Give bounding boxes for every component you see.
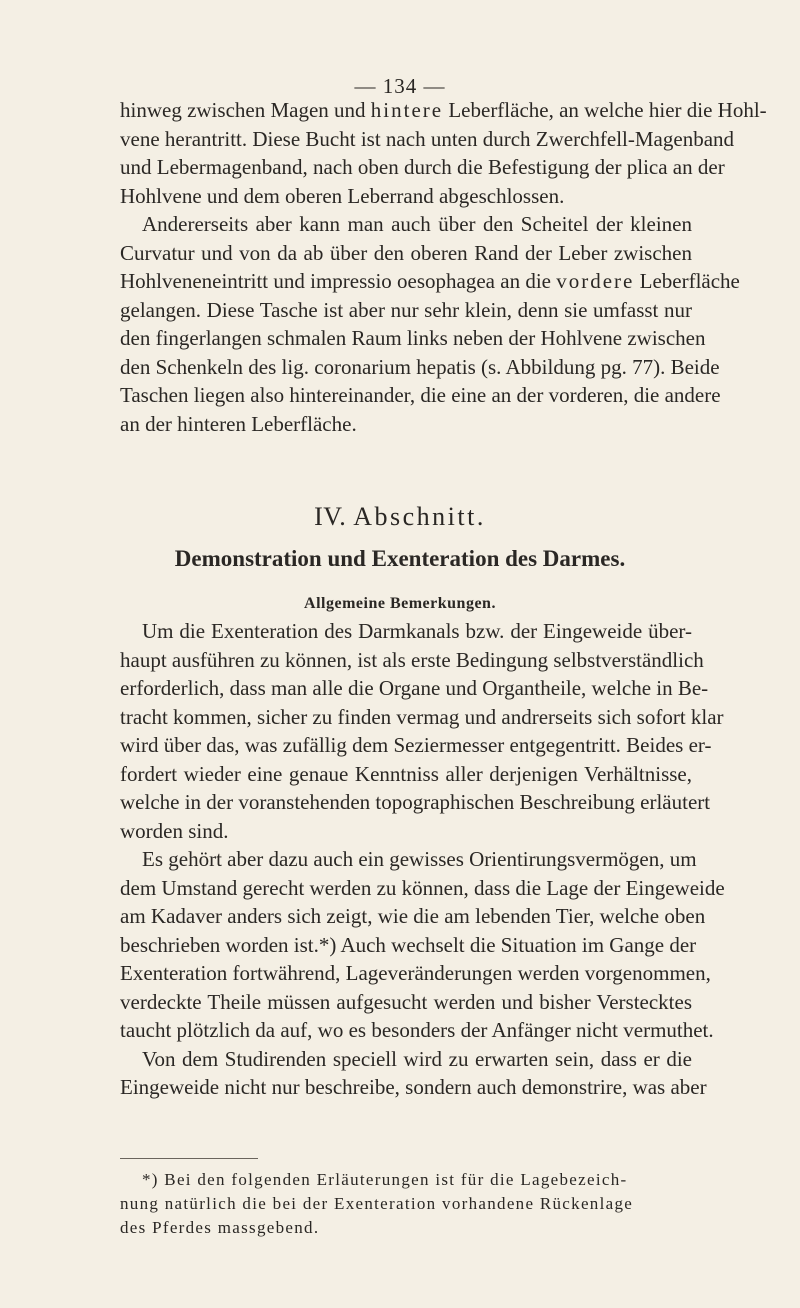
text-line: Eingeweide nicht nur beschreibe, sondern auch demonstrire, was aber xyxy=(120,1075,707,1099)
text-line: hinweg zwischen Magen und hintere Leberfläche, an welche hier die Hohl- xyxy=(120,98,767,122)
section-subtitle: Demonstration und Exenteration des Darmes. xyxy=(174,546,626,571)
emphasis-word: vordere xyxy=(556,269,635,293)
text-line: Taschen liegen also hintereinander, die eine an der vorderen, die andere xyxy=(120,383,721,407)
text-line: erforderlich, dass man alle die Organe und Organtheile, welche in Be- xyxy=(120,676,709,700)
text-line: verdeckte Theile müssen aufgesucht werden und bisher Verstecktes xyxy=(120,989,692,1014)
body-paragraph xyxy=(120,617,725,1102)
section-heading: Allgemeine Bemerkungen. xyxy=(304,595,496,612)
section-title xyxy=(0,502,800,532)
text-line: tracht kommen, sicher zu finden vermag und andrerseits sich sofort klar xyxy=(120,704,724,729)
text-line: den Schenkeln des lig. coronarium hepatis (s. Abbildung pg. 77). Beide xyxy=(120,354,720,379)
footnote-line: *) Bei den folgenden Erläuterungen ist für die Lagebezeich- xyxy=(142,1170,628,1189)
text-line: worden sind. xyxy=(120,818,229,843)
text-line: Um die Exenteration des Darmkanals bzw. der Eingeweide über- xyxy=(142,619,692,643)
text-line: Hohlvene und dem oberen Leberrand abgeschlossen. xyxy=(120,183,565,208)
text-line: welche in der voranstehenden topographischen Beschreibung erläutert xyxy=(120,790,711,814)
footnote-divider xyxy=(120,1158,258,1159)
text-line: fordert wieder eine genaue Kenntniss aller derjenigen Verhältnisse, xyxy=(120,761,692,786)
top-paragraph xyxy=(120,96,767,438)
text-line: und Lebermagenband, nach oben durch die Befestigung der plica an der xyxy=(120,155,725,179)
footnote-line: nung natürlich die bei der Exenteration vorhandene Rückenlage xyxy=(120,1194,634,1213)
page-number: — 134 — xyxy=(354,74,446,98)
section-number: IV. xyxy=(314,502,347,531)
emphasis-word: hintere xyxy=(370,98,444,122)
text-line: wird über das, was zufällig dem Seziermesser entgegentritt. Beides er- xyxy=(120,733,712,757)
text-line: an der hinteren Leberfläche. xyxy=(120,411,357,436)
text-line: am Kadaver anders sich zeigt, wie die am lebenden Tier, welche oben xyxy=(120,904,706,928)
text-line: haupt ausführen zu können, ist als erste Bedingung selbstverständlich xyxy=(120,647,704,672)
footnote-line: des Pferdes massgebend. xyxy=(120,1218,320,1237)
text-line: Curvatur und von da ab über den oberen Rand der Leber zwischen xyxy=(120,240,692,265)
text-line: Andererseits aber kann man auch über den Scheitel der kleinen xyxy=(142,212,692,236)
text-line: Von dem Studirenden speciell wird zu erwarten sein, dass er die xyxy=(142,1046,692,1071)
footnote xyxy=(120,1168,692,1240)
section-title-word: Abschnitt. xyxy=(353,502,486,531)
text-line: den fingerlangen schmalen Raum links neben der Hohlvene zwischen xyxy=(120,326,706,350)
text-line: taucht plötzlich da auf, wo es besonders der Anfänger nicht vermuthet. xyxy=(120,1018,714,1042)
text-line: Hohlveneneintritt und impressio oesophagea an die vordere Leberfläche xyxy=(120,269,740,293)
text-line: Exenteration fortwährend, Lageveränderungen werden vorgenommen, xyxy=(120,961,711,985)
text-line: dem Umstand gerecht werden zu können, dass die Lage der Eingeweide xyxy=(120,875,725,900)
text-line: gelangen. Diese Tasche ist aber nur sehr klein, denn sie umfasst nur xyxy=(120,297,692,322)
text-line: Es gehört aber dazu auch ein gewisses Orientirungsvermögen, um xyxy=(142,847,697,871)
text-line: beschrieben worden ist.*) Auch wechselt die Situation im Gange der xyxy=(120,932,697,957)
text-line: vene herantritt. Diese Bucht ist nach unten durch Zwerchfell-Magenband xyxy=(120,126,735,151)
